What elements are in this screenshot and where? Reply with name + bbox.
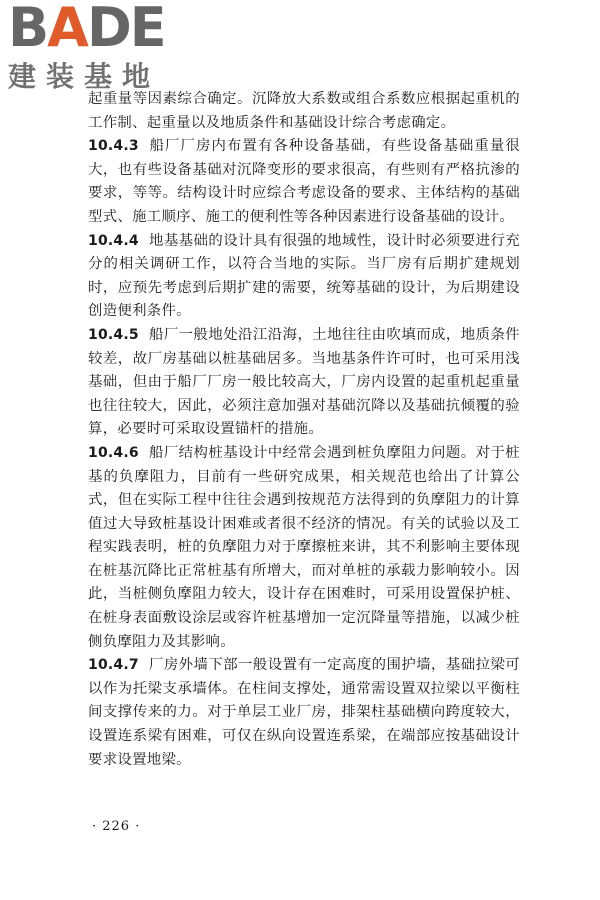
paragraph-text: 厂房外墙下部一般设置有一定高度的围护墙，基础拉梁可以作为托梁支承墙体。在柱间支撑处，通常需设置双拉梁以平衡柱间支撑传来的力。对于单层工业厂房，排架柱基础横向跨度较大，设置连系梁有困难，可仅在纵向设置连系梁，在端部应按基础设计要求设置地梁。: [88, 657, 520, 768]
logo-subtitle: 建装基地: [8, 60, 161, 93]
brand-logo: [8, 0, 176, 96]
clause-number: 10.4.5: [88, 326, 139, 343]
clause-10-4-7: [88, 654, 520, 772]
page-number: · 226 ·: [92, 819, 141, 834]
paragraph-text: 起重量等因素综合确定。沉降放大系数或组合系数应根据起重机的工作制、起重量以及地质条件和基础设计综合考虑确定。: [88, 91, 520, 131]
logo-letter-a: A: [47, 0, 87, 59]
paragraph-text: 地基基础的设计具有很强的地域性，设计时必须要进行充分的相关调研工作，以符合当地的实际。当厂房有后期扩建规划时，应预先考虑到后期扩建的需要，统筹基础的设计，为后期建设创造便利条件。: [88, 232, 520, 320]
clause-10-4-3: [88, 135, 520, 229]
page-body: [88, 88, 520, 772]
clause-10-4-6: [88, 442, 520, 654]
clause-10-4-4: [88, 230, 520, 324]
clause-number: 10.4.4: [88, 232, 139, 249]
clause-number: 10.4.7: [88, 657, 139, 674]
logo-wordmark: [8, 0, 165, 59]
clause-number: 10.4.3: [88, 138, 139, 155]
paragraph-text: 船厂一般地处沿江沿海，土地往往由吹填而成，地质条件较差，故厂房基础以桩基础居多。当地基条件许可时，也可采用浅基础，但由于船厂厂房一般比较高大，厂房内设置的起重机起重量也往往较大，因此，必须注意加强对基础沉降以及基础抗倾覆的验算，必要时可采取设置锚杆的措施。: [88, 326, 520, 438]
paragraph-text: 船厂结构桩基设计中经常会遇到桩负摩阻力问题。对于桩基的负摩阻力，目前有一些研究成果，相关规范也给出了计算公式，但在实际工程中往往会遇到按规范方法得到的负摩阻力的计算值过大导致桩基设计困难或者很不经济的情况。有关的试验以及工程实践表明，桩的负摩阻力对于摩擦桩来讲，其不利影响主要体现在桩基沉降比正常桩基有所增大，而对单桩的承载力影响较小。因此，当桩侧负摩阻力较大，设计存在困难时，可采用设置保护桩、在桩身表面敷设涂层或容许桩基增加一定沉降量等措施，以减少桩侧负摩阻力及其影响。: [88, 444, 520, 650]
clause-10-4-5: [88, 324, 520, 442]
paragraph-continued: [88, 88, 520, 135]
paragraph-text: 船厂厂房内布置有各种设备基础，有些设备基础重量很大，也有些设备基础对沉降变形的要求很高，有些则有严格抗渗的要求，等等。结构设计时应综合考虑设备的要求、主体结构的基础型式、施工顺序、施工的便利性等各种因素进行设备基础的设计。: [88, 138, 520, 225]
logo-letters-de: DE: [86, 0, 165, 59]
logo-letter-b: B: [8, 0, 48, 59]
clause-number: 10.4.6: [88, 444, 139, 461]
